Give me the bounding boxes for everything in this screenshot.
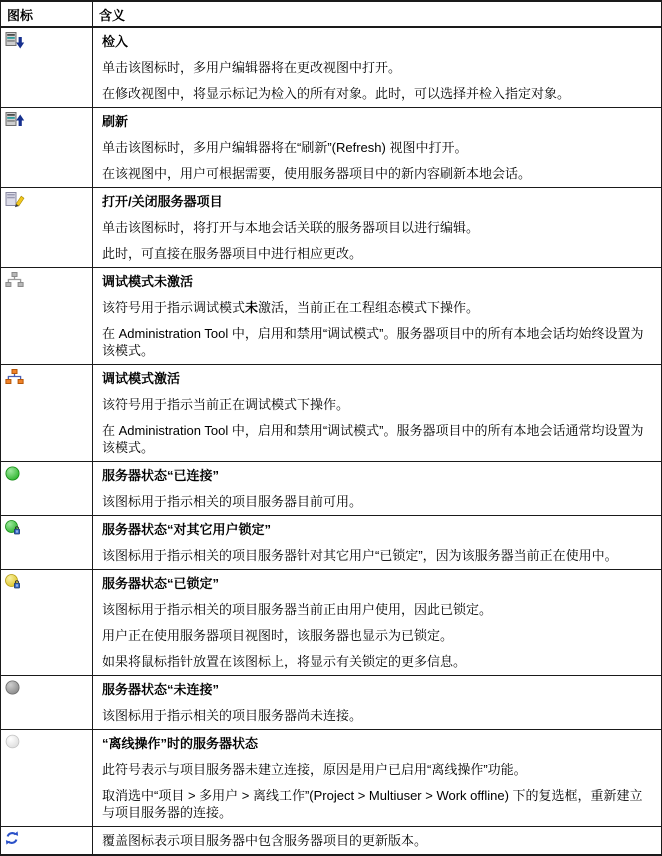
row-title: “离线操作”时的服务器状态 (102, 736, 259, 751)
table-body (1, 27, 662, 855)
table-row (1, 268, 662, 365)
table-row (1, 365, 662, 462)
table-row (1, 676, 662, 730)
row-paragraph: 单击该图标时，将打开与本地会话关联的服务器项目以进行编辑。 (102, 220, 480, 235)
row-paragraph: 该图标用于指示相关的项目服务器当前正由用户使用，因此已锁定。 (102, 602, 493, 617)
row-paragraph: 如果将鼠标指针放置在该图标上，将显示有关锁定的更多信息。 (102, 654, 467, 669)
meaning-cell (93, 730, 662, 827)
table-row (1, 570, 662, 676)
row-title: 刷新 (102, 114, 129, 129)
meaning-cell (93, 676, 662, 730)
icon-cell (1, 27, 93, 108)
meaning-cell (93, 570, 662, 676)
row-paragraph: 在该视图中，用户可根据需要，使用服务器项目中的新内容刷新本地会话。 (102, 166, 532, 181)
row-paragraph: 在 Administration Tool 中，启用和禁用“调试模式”。服务器项目中的所有本地会话均始终设置为该模式。 (102, 326, 644, 358)
column-header-meaning: 含义 (93, 1, 662, 27)
icon-cell (1, 570, 93, 676)
row-paragraph: 单击该图标时，多用户编辑器将在更改视图中打开。 (102, 60, 402, 75)
icon-cell (1, 462, 93, 516)
row-paragraph: 此符号表示与项目服务器未建立连接，原因是用户已启用“离线操作”功能。 (102, 762, 527, 777)
row-title: 服务器状态“对其它用户锁定” (102, 522, 272, 537)
debug-mode-active-icon (5, 369, 89, 385)
meaning-cell (93, 268, 662, 365)
update-overlay-icon (5, 831, 89, 845)
icon-cell (1, 268, 93, 365)
meaning-cell (93, 188, 662, 268)
row-paragraph: 该符号用于指示调试模式未激活，当前正在工程组态模式下操作。 (102, 300, 480, 315)
icon-cell (1, 365, 93, 462)
checkin-icon (5, 32, 89, 50)
row-paragraph: 覆盖图标表示项目服务器中包含服务器项目的更新版本。 (102, 833, 428, 848)
table-row (1, 27, 662, 108)
meaning-cell (93, 462, 662, 516)
row-title: 打开/关闭服务器项目 (102, 194, 223, 209)
meaning-cell (93, 365, 662, 462)
row-paragraph: 该图标用于指示相关的项目服务器针对其它用户“已锁定”，因为该服务器当前正在使用中。 (102, 548, 618, 563)
debug-mode-inactive-icon (5, 272, 89, 288)
icon-cell (1, 676, 93, 730)
row-paragraph: 该图标用于指示相关的项目服务器目前可用。 (102, 494, 363, 509)
server-status-offline-icon (5, 734, 89, 749)
table-row (1, 108, 662, 188)
row-title: 调试模式激活 (102, 371, 181, 386)
icon-cell (1, 108, 93, 188)
row-paragraph: 该图标用于指示相关的项目服务器尚未连接。 (102, 708, 363, 723)
table-header-row (1, 1, 662, 27)
row-title: 服务器状态“已锁定” (102, 576, 220, 591)
server-status-connected-icon (5, 466, 89, 481)
row-paragraph: 取消选中“项目 > 多用户 > 离线工作”(Project > Multiuser > Work offline) 下的复选框，重新建立与项目服务器的连接。 (102, 788, 643, 820)
server-status-not-connected-icon (5, 680, 89, 695)
icon-cell (1, 516, 93, 570)
meaning-cell (93, 516, 662, 570)
row-paragraph: 该符号用于指示当前正在调试模式下操作。 (102, 397, 350, 412)
table-row (1, 462, 662, 516)
row-paragraph: 在修改视图中，将显示标记为检入的所有对象。此时，可以选择并检入指定对象。 (102, 86, 571, 101)
meaning-cell (93, 108, 662, 188)
server-status-locked-icon (5, 574, 89, 589)
column-header-icon: 图标 (1, 1, 93, 27)
row-title: 检入 (102, 34, 129, 49)
row-paragraph: 用户正在使用服务器项目视图时，该服务器也显示为已锁定。 (102, 628, 454, 643)
row-paragraph: 在 Administration Tool 中，启用和禁用“调试模式”。服务器项目中的所有本地会话通常均设置为该模式。 (102, 423, 644, 455)
open-close-server-project-icon (5, 192, 89, 210)
table-row (1, 188, 662, 268)
refresh-icon (5, 112, 89, 130)
row-title: 调试模式未激活 (102, 274, 194, 289)
server-status-locked-for-others-icon (5, 520, 89, 535)
row-paragraph: 单击该图标时，多用户编辑器将在“刷新”(Refresh) 视图中打开。 (102, 140, 468, 155)
row-paragraph: 此时，可直接在服务器项目中进行相应更改。 (102, 246, 363, 261)
table-row (1, 730, 662, 827)
icon-cell (1, 730, 93, 827)
row-title: 服务器状态“已连接” (102, 468, 220, 483)
row-title: 服务器状态“未连接” (102, 682, 220, 697)
table-row (1, 516, 662, 570)
icon-cell (1, 188, 93, 268)
meaning-cell (93, 27, 662, 108)
